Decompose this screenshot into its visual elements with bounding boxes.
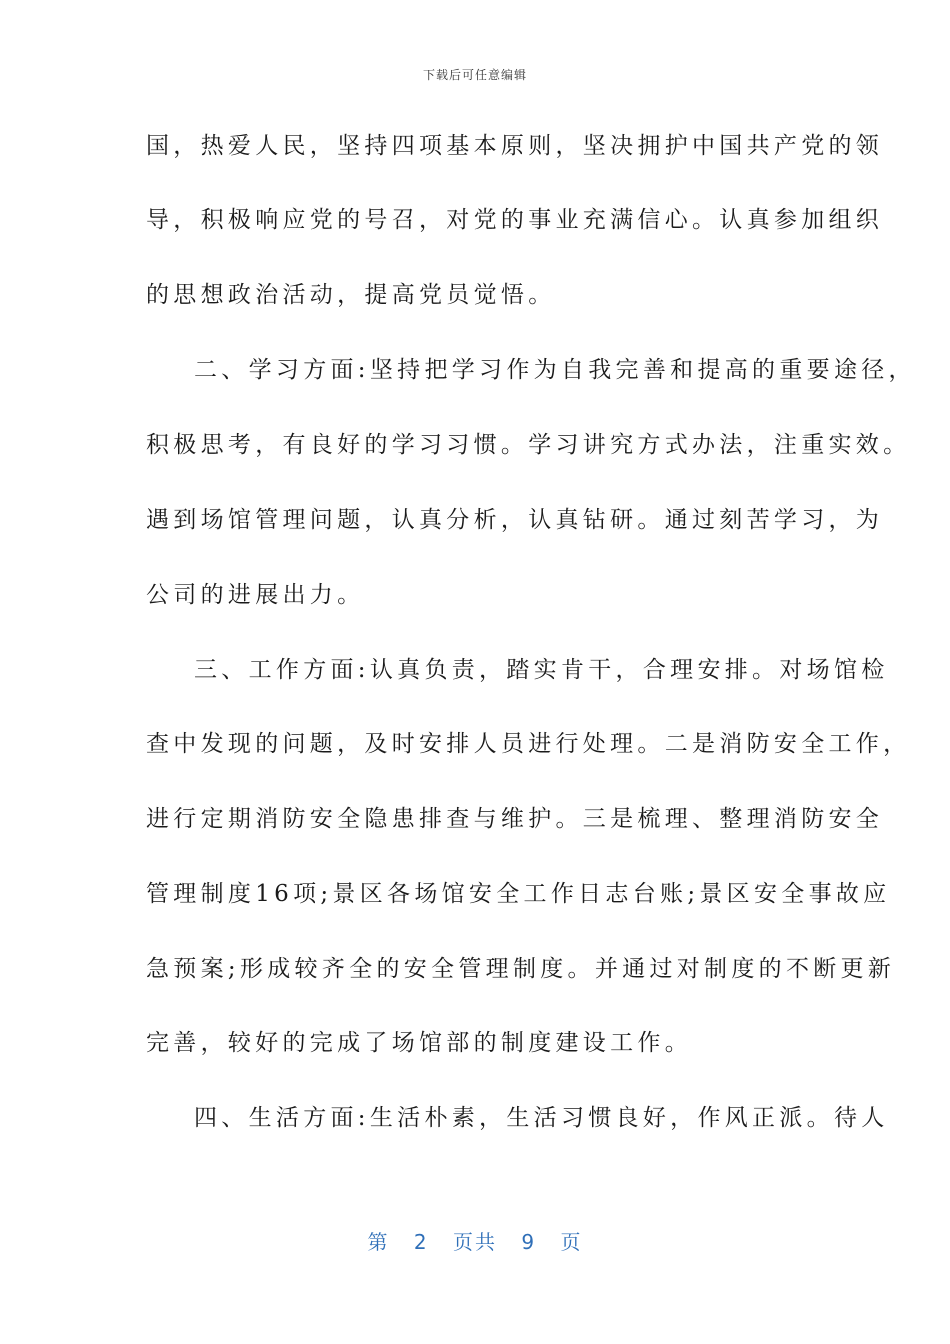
page-number-footer bbox=[0, 1226, 950, 1255]
body-line-10: 进行定期消防安全隐患排查与维护。三是梳理、整理消防安全 bbox=[146, 806, 884, 832]
page-label-mid: 页共 bbox=[453, 1230, 497, 1254]
body-line-3: 的思想政治活动，提高党员觉悟。 bbox=[146, 282, 556, 308]
body-line-7: 公司的进展出力。 bbox=[146, 582, 365, 608]
body-line-11: 管理制度16项;景区各场馆安全工作日志台账;景区安全事故应 bbox=[146, 881, 891, 907]
body-line-4: 二、学习方面:坚持把学习作为自我完善和提高的重要途径， bbox=[194, 357, 916, 383]
body-line-12: 急预案;形成较齐全的安全管理制度。并通过对制度的不断更新 bbox=[146, 956, 896, 982]
body-line-8: 三、工作方面:认真负责，踏实肯干，合理安排。对场馆检 bbox=[194, 657, 889, 683]
body-line-14: 四、生活方面:生活朴素，生活习惯良好，作风正派。待人 bbox=[194, 1105, 889, 1131]
page-current: 2 bbox=[413, 1230, 429, 1254]
body-line-13: 完善，较好的完成了场馆部的制度建设工作。 bbox=[146, 1030, 692, 1056]
body-line-6: 遇到场馆管理问题，认真分析，认真钻研。通过刻苦学习，为 bbox=[146, 507, 884, 533]
body-line-2: 导，积极响应党的号召，对党的事业充满信心。认真参加组织 bbox=[146, 207, 884, 233]
header-note: 下载后可任意编辑 bbox=[422, 68, 527, 82]
page-label-prefix: 第 bbox=[367, 1230, 390, 1254]
body-line-5: 积极思考，有良好的学习习惯。学习讲究方式办法，注重实效。 bbox=[146, 432, 911, 458]
body-line-1: 国，热爱人民，坚持四项基本原则，坚决拥护中国共产党的领 bbox=[146, 133, 884, 159]
body-line-9: 查中发现的问题，及时安排人员进行处理。二是消防安全工作， bbox=[146, 731, 911, 757]
page-label-suffix: 页 bbox=[560, 1230, 583, 1254]
page-total: 9 bbox=[521, 1230, 537, 1254]
